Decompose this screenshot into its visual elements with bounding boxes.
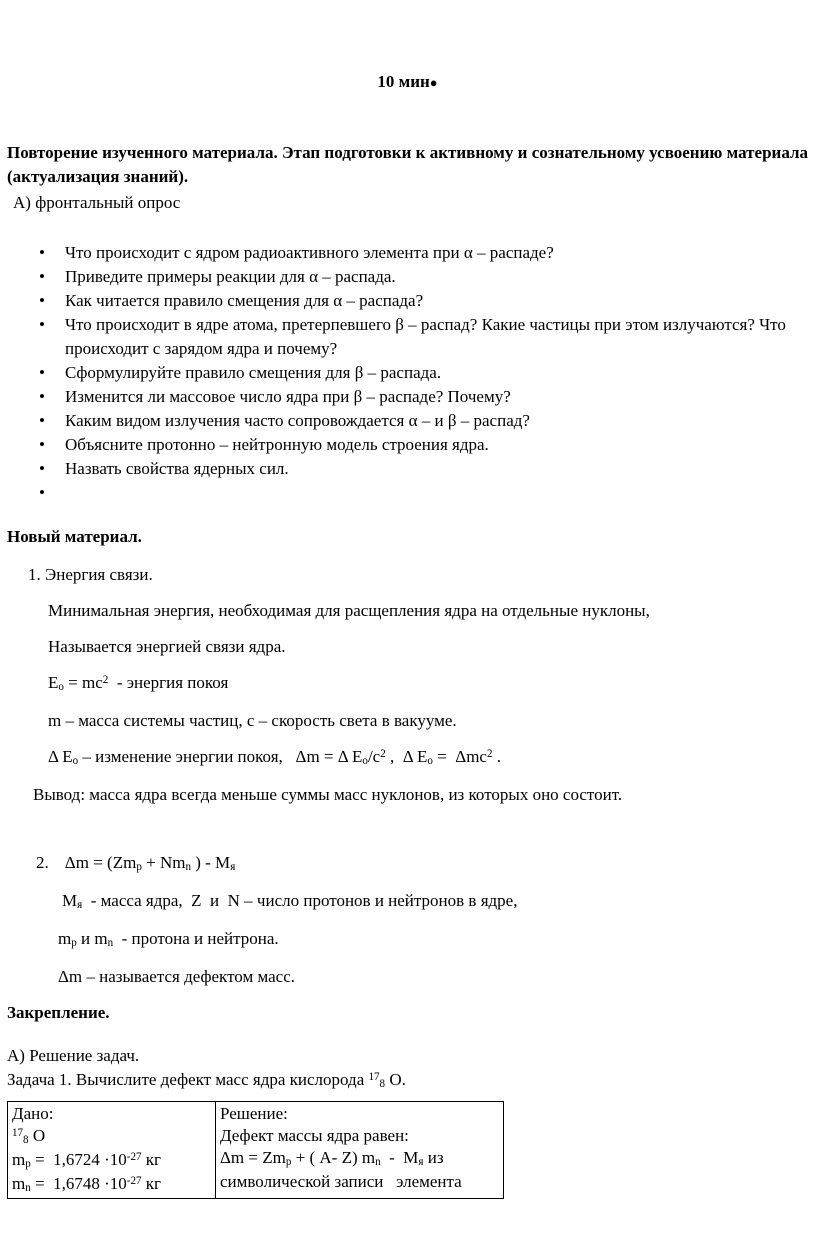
question-item: • Приведите примеры реакции для α – распада. [65, 265, 808, 289]
question-item: • Изменится ли массовое число ядра при β – распаде? Почему? [65, 385, 808, 409]
task-table [7, 1101, 504, 1199]
task1-line: Задача 1. Вычислите дефект масс ядра кислорода $^{17}_8$ О. [7, 1070, 406, 1091]
question-item: • Объясните протонно – нейтронную модель строения ядра. [65, 433, 808, 457]
binding-energy-def-line1: Минимальная энергия, необходимая для расщепления ядра на отдельные нуклоны, [48, 601, 650, 620]
question-item-empty [65, 481, 808, 505]
delta-energy-formula: Δ $Е_о$ – изменение энергии покоя, Δm = Δ $Е_о/c^2$ , Δ $Е_о = \Delta mc^2$ . [48, 747, 501, 768]
given-title: Дано: [12, 1104, 54, 1123]
given-cell [8, 1102, 216, 1199]
proton-neutron-line: $m_p$ и $m_n$ - протона и нейтрона. [58, 929, 279, 950]
given-line: $m_p = 1,6724 \cdot 10^{-27}$ кг [12, 1150, 161, 1171]
solution-title: Решение: [220, 1104, 288, 1123]
symbols-definition-line: m – масса системы частиц, с – скорость света в вакууме. [48, 711, 457, 730]
question-item: • Что происходит в ядре атома, претерпевшего β – распад? Какие частицы при этом излучаются? Что происходит с зарядом ядра и почему? [65, 313, 808, 361]
duration-text: 10 мин [377, 72, 430, 91]
question-item: • Что происходит с ядром радиоактивного элемента при α – распаде? [65, 241, 808, 265]
nucleus-mass-line: $М_я$ - масса ядра, Z и N – число протонов и нейтронов в ядре, [62, 891, 518, 912]
consolidation-heading: Закрепление. [7, 1003, 110, 1022]
solution-line: Дефект массы ядра равен: [220, 1126, 409, 1145]
solution-cell [216, 1102, 504, 1199]
point-energy-binding: 1. Энергия связи. [28, 565, 153, 584]
binding-energy-def-line2: Называется энергией связи ядра. [48, 637, 286, 656]
bullet-dot: ● [429, 75, 438, 90]
question-item: • Как читается правило смещения для α – распада? [65, 289, 808, 313]
mass-defect-def-line: Δm – называется дефектом масс. [58, 967, 295, 986]
mass-defect-formula: 2. $\Delta m = (Zm_p + Nm_n$ ) - $М_я$ [36, 853, 236, 874]
question-list [7, 241, 808, 505]
tasks-label: А) Решение задач. [7, 1046, 140, 1065]
question-item: • Назвать свойства ядерных сил. [65, 457, 808, 481]
rest-energy-formula: $Е_о = mc^2$ - энергия покоя [48, 673, 229, 694]
given-line: $^{17}_8$ О [12, 1126, 46, 1147]
duration-line [7, 70, 808, 95]
task-table-row [8, 1102, 504, 1199]
solution-line: $\Delta m = Zm_p$ + ( А- Z) $m_n - М_я$ из символической записи элемента [220, 1148, 462, 1191]
question-item: • Сформулируйте правило смещения для β – распада. [65, 361, 808, 385]
repetition-heading: Повторение изученного материала. Этап подготовки к активному и сознательному усвоению материала (актуализация знаний). [7, 143, 808, 186]
new-material-heading: Новый материал. [7, 527, 142, 546]
given-line: $m_n = 1,6748 \cdot 10^{-27}$ кг [12, 1174, 161, 1195]
conclusion-line: Вывод: масса ядра всегда меньше суммы масс нуклонов, из которых оно состоит. [33, 785, 623, 804]
document-page [0, 70, 816, 1253]
frontal-survey-label: А) фронтальный опрос [13, 193, 181, 212]
question-item: • Каким видом излучения часто сопровождается α – и β – распад? [65, 409, 808, 433]
